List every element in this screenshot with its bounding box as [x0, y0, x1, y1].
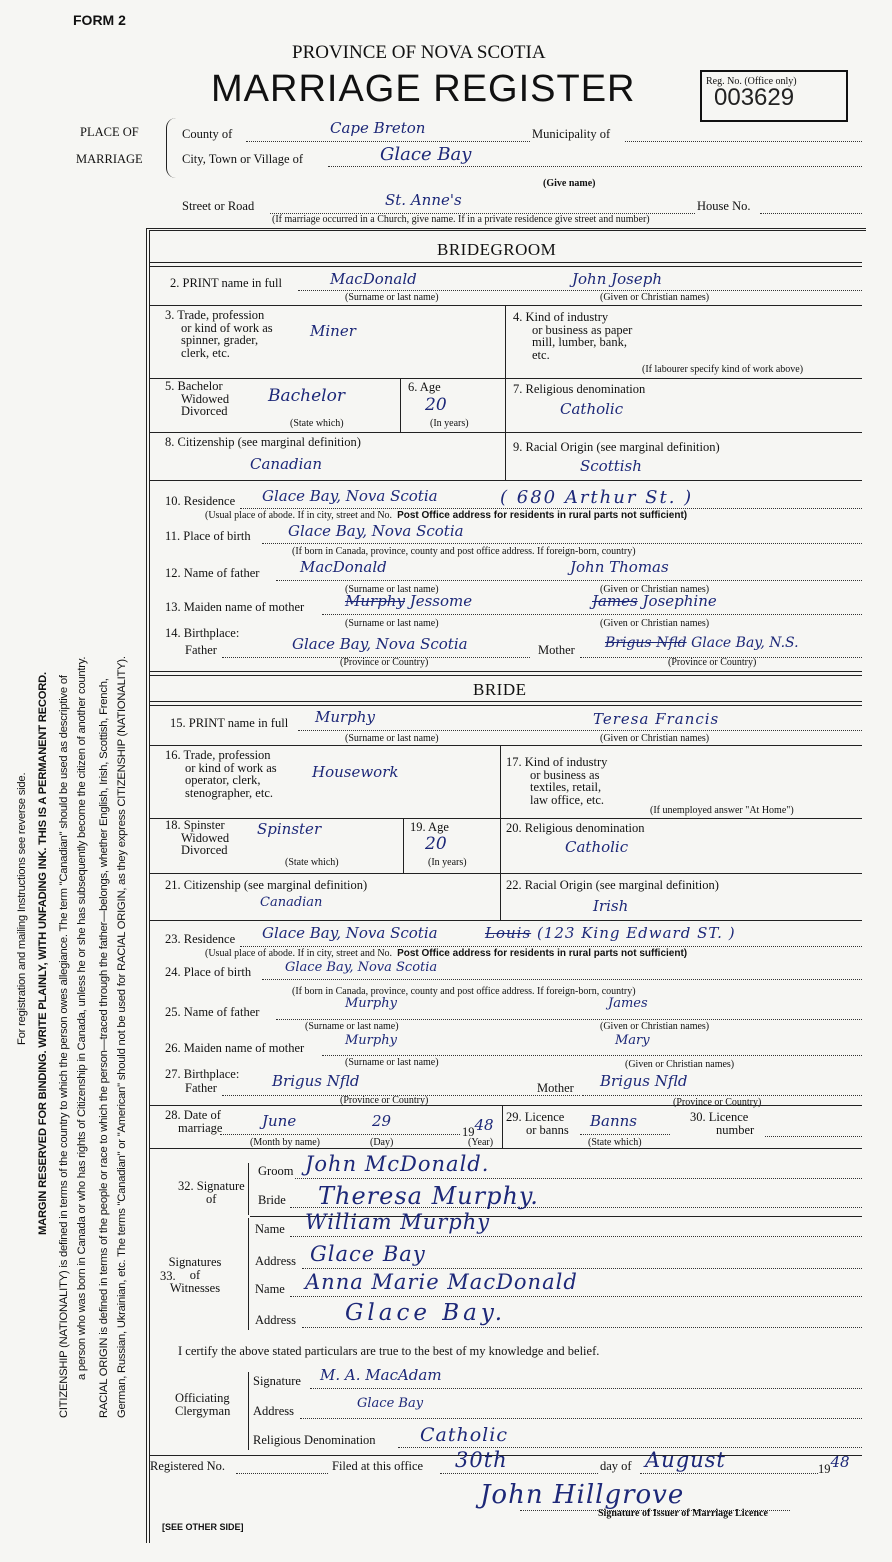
- bride-racial-origin: Irish: [593, 897, 629, 915]
- groom-age: 20: [425, 395, 447, 415]
- house-label: House No.: [697, 199, 751, 213]
- registered-no-line: [236, 1473, 328, 1474]
- corrected-text: Jessome: [409, 592, 473, 610]
- filed-year: [818, 1453, 850, 1477]
- bride-father-label: 25. Name of father: [165, 1005, 260, 1019]
- label-line: or banns: [526, 1123, 569, 1137]
- line: [290, 1236, 862, 1237]
- label-line: or business as paper: [532, 322, 633, 337]
- father-label: Father: [185, 643, 217, 657]
- residence-note: [205, 510, 687, 521]
- year-prefix: 19: [818, 1462, 831, 1476]
- divider: [150, 873, 862, 874]
- witness1-name-label: Name: [255, 1222, 285, 1236]
- county-line: [246, 141, 530, 142]
- margin-note-1: For registration and mailing Instructions see reverse side.: [16, 772, 28, 1045]
- bride-racial-label: 22. Racial Origin (see marginal definition): [506, 878, 719, 892]
- mother-label: Mother: [538, 643, 575, 657]
- label-line: clerk, etc.: [181, 345, 230, 360]
- divider: [150, 432, 862, 433]
- given-note: (Given or Christian names): [625, 1059, 735, 1070]
- groom-name-label: 2. PRINT name in full: [170, 276, 282, 290]
- label-line: 29. Licence: [506, 1110, 565, 1124]
- given-note: (Given or Christian names): [600, 618, 710, 629]
- bride-surname: Murphy: [315, 708, 375, 726]
- label-line: etc.: [532, 347, 550, 362]
- see-other-side: [SEE OTHER SIDE]: [162, 1522, 244, 1532]
- house-line: [760, 213, 862, 214]
- province-note: (Province or Country): [340, 657, 429, 668]
- struck-text: Louis: [485, 924, 532, 942]
- label-line: 28. Date of: [165, 1108, 221, 1122]
- county-value: Cape Breton: [330, 119, 426, 137]
- label-line: or kind of work as: [181, 320, 273, 335]
- groom-sig-label: Groom: [258, 1164, 294, 1178]
- bride-age: 20: [425, 834, 447, 854]
- label-line: of: [206, 1192, 217, 1206]
- divider: [150, 1148, 862, 1149]
- groom-father-birthplace: Glace Bay, Nova Scotia: [292, 635, 468, 653]
- form-number: FORM 2: [73, 12, 126, 28]
- unemployed-note: (If unemployed answer "At Home"): [650, 805, 794, 816]
- street-value: St. Anne's: [385, 191, 462, 209]
- clergy-signature: M. A. MacAdam: [320, 1366, 442, 1384]
- label-line: 32. Signature: [178, 1179, 245, 1193]
- province-note: (Province or Country): [668, 657, 757, 668]
- reg-number: 003629: [714, 84, 795, 111]
- province-note: (Province or Country): [340, 1095, 429, 1106]
- margin-note-4: a person who was born in Canada or who has rights of Citizenship in Canada, unless he or she has subsequently become the citizen of another country.: [76, 656, 88, 1380]
- place-label-2: MARRIAGE: [76, 152, 143, 166]
- bride-residence-label: 23. Residence: [165, 932, 236, 946]
- bride-birthplace-label: 24. Place of birth: [165, 965, 252, 979]
- groom-mother-label: 13. Maiden name of mother: [165, 600, 305, 614]
- struck-text: Murphy: [345, 592, 405, 610]
- bride-given: Teresa Francis: [593, 710, 720, 728]
- groom-status: Bachelor: [268, 386, 345, 406]
- clergy-address: Glace Bay: [357, 1396, 424, 1411]
- label-line: 18. Spinster: [165, 818, 225, 832]
- line: [276, 1019, 862, 1020]
- label-line: Widowed: [181, 391, 230, 406]
- witness1-address: Glace Bay: [310, 1242, 426, 1266]
- label-line: Widowed: [181, 830, 230, 845]
- bride-mother-given: Mary: [615, 1033, 650, 1048]
- bride-status: Spinster: [257, 820, 322, 838]
- note-bold: Post Office address for residents in rural parts not sufficient): [397, 510, 688, 521]
- surname-note: (Surname or last name): [345, 292, 439, 303]
- line: [290, 1296, 862, 1297]
- groom-religion-label: 7. Religious denomination: [513, 382, 646, 396]
- line: [582, 1095, 862, 1096]
- bride-father-birthplace: Brigus Nfld: [272, 1072, 360, 1090]
- groom-racial-origin: Scottish: [580, 457, 642, 475]
- bride-birthplace-parents-label: 27. Birthplace:: [165, 1067, 240, 1081]
- bride-industry-label: [506, 756, 607, 806]
- label-line: Witnesses: [169, 1281, 221, 1295]
- label-line: 3. Trade, profession: [165, 308, 265, 322]
- label-line: or business as: [530, 767, 600, 782]
- bride-sig-label: Bride: [258, 1193, 286, 1207]
- day-of-label: day of: [600, 1459, 632, 1473]
- groom-birthplace-parents-label: 14. Birthplace:: [165, 626, 240, 640]
- groom-citizenship: Canadian: [250, 455, 323, 473]
- groom-religion: Catholic: [560, 400, 624, 418]
- bride-father-surname: Murphy: [345, 996, 397, 1011]
- clergy-denomination: Catholic: [420, 1424, 508, 1446]
- label-line: law office, etc.: [530, 792, 605, 807]
- issuer-signature: John Hillgrove: [480, 1480, 685, 1510]
- day-note: (Day): [370, 1137, 394, 1148]
- label-line: 17. Kind of industry: [506, 755, 608, 769]
- bride-trade-label: [165, 749, 277, 799]
- groom-name-line: [298, 290, 862, 291]
- corrected-text: (123 King Edward ST. ): [536, 924, 736, 942]
- margin-note-3: CITIZENSHIP (NATIONALITY) is defined in terms of the country to which the person owes allegiance. The term "Canadian" should be used as descriptive of: [58, 675, 70, 1418]
- licence-number-label: [690, 1111, 754, 1137]
- year-note: (Year): [468, 1137, 494, 1148]
- line: [240, 508, 862, 509]
- bride-heading: BRIDE: [473, 680, 527, 699]
- denomination-label: Religious Denomination: [253, 1433, 376, 1447]
- groom-residence-address: ( 680 Arthur St. ): [500, 487, 694, 508]
- municipality-line: [625, 141, 862, 142]
- clergy-address-label: Address: [253, 1404, 294, 1418]
- clergy-label: [175, 1392, 230, 1418]
- witnesses-number: 33.: [160, 1269, 176, 1283]
- groom-birthplace: Glace Bay, Nova Scotia: [288, 522, 464, 540]
- divider: [150, 305, 862, 306]
- label-line: of: [189, 1268, 201, 1282]
- bride-residence: Glace Bay, Nova Scotia: [262, 924, 438, 942]
- margin-note-5: RACIAL ORIGIN is defined in terms of the people or race to which the person—traced through the father—belongs, whether English, Irish, Scottish, French,: [98, 678, 110, 1418]
- divider: [150, 262, 862, 267]
- reg-number-box: [700, 70, 848, 122]
- corrected-text: Josephine: [642, 592, 717, 610]
- marriage-date-label: [165, 1109, 222, 1135]
- margin-note-2: MARGIN RESERVED FOR BINDING. WRITE PLAINLY, WITH UNFADING INK. THIS IS A PERMANENT RECORD.: [37, 672, 49, 1235]
- bride-father-given: James: [608, 996, 648, 1011]
- divider: [505, 378, 506, 480]
- witness2-address: Glace Bay.: [345, 1300, 507, 1326]
- registered-no-label: Registered No.: [150, 1459, 225, 1473]
- line: [300, 1418, 862, 1419]
- line: [240, 946, 862, 947]
- groom-father-surname: MacDonald: [300, 558, 387, 576]
- label-line: or kind of work as: [185, 760, 277, 775]
- groom-trade: Miner: [310, 322, 356, 340]
- age-note: (In years): [428, 857, 467, 868]
- groom-citizenship-label: 8. Citizenship (see marginal definition): [165, 435, 361, 449]
- residence-note: [205, 948, 687, 959]
- marriage-month: June: [262, 1112, 297, 1130]
- label-line: Officiating: [175, 1391, 230, 1405]
- note-text: (Usual place of abode. If in city, street and No.: [205, 510, 393, 521]
- bride-name-label: 15. PRINT name in full: [170, 716, 289, 730]
- groom-father-label: 12. Name of father: [165, 566, 260, 580]
- bridegroom-heading: BRIDEGROOM: [437, 240, 557, 259]
- month-note: (Month by name): [250, 1137, 320, 1148]
- line: [640, 1473, 818, 1474]
- filed-month: August: [645, 1448, 726, 1472]
- line: [276, 580, 862, 581]
- divider: [505, 305, 506, 378]
- witness1-name: William Murphy: [305, 1210, 491, 1234]
- groom-signature: John McDonald.: [305, 1152, 490, 1176]
- groom-father-given: John Thomas: [570, 558, 669, 576]
- bride-citizenship-label: 21. Citizenship (see marginal definition): [165, 878, 368, 892]
- issuer-label: Signature of Issuer of Marriage Licence: [598, 1508, 768, 1519]
- surname-note: (Surname or last name): [305, 1021, 399, 1032]
- groom-mother-surname: [345, 592, 472, 610]
- licence-banns-label: [506, 1111, 569, 1137]
- label-line: 5. Bachelor: [165, 379, 223, 393]
- bride-religion: Catholic: [565, 838, 629, 856]
- given-note: (Given or Christian names): [600, 733, 710, 744]
- groom-status-label: [165, 380, 229, 418]
- divider: [500, 818, 501, 920]
- line: [302, 1327, 862, 1328]
- street-label: Street or Road: [182, 199, 255, 213]
- groom-residence-label: 10. Residence: [165, 494, 236, 508]
- groom-mother-given: [592, 592, 717, 610]
- label-line: mill, lumber, bank,: [532, 335, 627, 349]
- label-line: Divorced: [181, 404, 228, 418]
- note-bold: Post Office address for residents in rural parts not sufficient): [397, 948, 688, 959]
- county-label: County of: [182, 127, 233, 141]
- witness2-name: Anna Marie MacDonald: [305, 1270, 578, 1294]
- groom-birthplace-label: 11. Place of birth: [165, 529, 251, 543]
- label-line: operator, clerk,: [185, 773, 261, 787]
- year-value: 48: [830, 1453, 850, 1471]
- line: [322, 614, 862, 615]
- divider: [150, 1105, 862, 1106]
- divider: [150, 920, 862, 921]
- divider: [150, 701, 862, 706]
- bride-mother-label: 26. Maiden name of mother: [165, 1041, 305, 1055]
- municipality-label: Municipality of: [532, 127, 611, 141]
- bride-age-label: 19. Age: [410, 820, 449, 834]
- groom-age-label: 6. Age: [408, 380, 441, 394]
- street-note: (If marriage occurred in a Church, give name. If in a private residence give street and number): [272, 214, 650, 225]
- groom-given: John Joseph: [572, 270, 663, 288]
- year-prefix: 19: [462, 1125, 475, 1139]
- city-label: City, Town or Village of: [182, 152, 304, 166]
- line: [295, 1178, 862, 1179]
- divider: [403, 818, 404, 873]
- year-value: 48: [474, 1116, 494, 1134]
- bride-religion-label: 20. Religious denomination: [506, 821, 645, 835]
- groom-racial-label: 9. Racial Origin (see marginal definition): [513, 440, 720, 454]
- label-line: Clergyman: [175, 1404, 231, 1418]
- bracket: [248, 1163, 257, 1215]
- given-note: (Given or Christian names): [600, 584, 710, 595]
- line: [310, 1388, 862, 1389]
- label-line: stenographer, etc.: [185, 785, 274, 800]
- line: [298, 730, 862, 731]
- label-line: 4. Kind of industry: [513, 310, 609, 324]
- label-line: textiles, retail,: [530, 780, 602, 794]
- line: [262, 543, 862, 544]
- groom-trade-label: [165, 309, 273, 359]
- label-line: marriage: [178, 1121, 223, 1135]
- given-note: (Given or Christian names): [600, 292, 710, 303]
- line: [302, 1268, 862, 1269]
- bride-signature: Theresa Murphy.: [318, 1182, 539, 1210]
- corrected-text: Glace Bay, N.S.: [691, 635, 799, 651]
- status-note: (State which): [290, 418, 344, 429]
- signature-of-label: [178, 1180, 245, 1206]
- page-title: MARRIAGE REGISTER: [211, 68, 636, 110]
- city-note: (Give name): [543, 178, 596, 189]
- line: [322, 1055, 862, 1056]
- witness2-address-label: Address: [255, 1313, 296, 1327]
- place-brace: [166, 118, 177, 178]
- bride-citizenship: Canadian: [260, 895, 323, 910]
- surname-note: (Surname or last name): [345, 584, 439, 595]
- filed-day: 30th: [455, 1448, 508, 1472]
- birth-note: (If born in Canada, province, county and post office address. If foreign-born, country): [292, 986, 636, 997]
- province-heading: PROVINCE OF NOVA SCOTIA: [292, 42, 546, 63]
- city-line: [328, 166, 862, 167]
- groom-mother-birthplace: [605, 635, 799, 651]
- divider: [502, 1105, 503, 1148]
- note-text: (Usual place of abode. If in city, street and No.: [205, 948, 393, 959]
- reg-box-label: Reg. No. (Office only): [706, 76, 797, 87]
- state-which-note: (State which): [588, 1137, 642, 1148]
- clergy-signature-label: Signature: [253, 1374, 301, 1388]
- divider: [150, 745, 862, 746]
- struck-text: James: [592, 592, 638, 610]
- certification-statement: I certify the above stated particulars are true to the best of my knowledge and belief.: [178, 1344, 600, 1358]
- surname-note: (Surname or last name): [345, 1057, 439, 1068]
- place-label-1: PLACE OF: [80, 125, 139, 139]
- label-line: Divorced: [181, 843, 228, 857]
- divider: [150, 671, 862, 676]
- province-note: (Province or Country): [673, 1097, 762, 1108]
- groom-residence: Glace Bay, Nova Scotia: [262, 487, 438, 505]
- label-line: 16. Trade, profession: [165, 748, 271, 762]
- marriage-day: 29: [372, 1112, 392, 1130]
- groom-industry-label: [513, 311, 632, 361]
- birth-note: (If born in Canada, province, county and post office address. If foreign-born, country): [292, 546, 636, 557]
- margin-note-6: German, Russian, Ukrainian, etc. The terms "Canadian" or "American" should not be used for RACIAL ORIGIN, as they express CITIZENSHIP (NATIONALITY).: [116, 656, 128, 1418]
- filed-label: Filed at this office: [332, 1459, 424, 1473]
- licence-number-line: [765, 1136, 862, 1137]
- bride-status-label: [165, 819, 229, 857]
- line: [440, 1473, 598, 1474]
- given-note: (Given or Christian names): [600, 1021, 710, 1032]
- divider: [150, 480, 862, 481]
- divider: [400, 378, 401, 432]
- witness2-name-label: Name: [255, 1282, 285, 1296]
- bride-residence-address: [485, 924, 736, 942]
- label-line: number: [716, 1123, 755, 1137]
- witness1-address-label: Address: [255, 1254, 296, 1268]
- licence-or-banns: Banns: [590, 1112, 637, 1130]
- bride-mother-birthplace: Brigus Nfld: [600, 1072, 688, 1090]
- label-line: 30. Licence: [690, 1110, 749, 1124]
- surname-note: (Surname or last name): [345, 733, 439, 744]
- label-line: spinner, grader,: [181, 333, 259, 347]
- industry-note: (If labourer specify kind of work above): [642, 364, 804, 375]
- divider: [150, 378, 862, 379]
- groom-surname: MacDonald: [330, 270, 417, 288]
- struck-text: Brigus Nfld: [605, 635, 687, 651]
- label-line: Signatures: [168, 1255, 222, 1269]
- divider: [150, 818, 862, 819]
- bride-trade: Housework: [312, 763, 399, 781]
- mother-label: Mother: [537, 1081, 574, 1095]
- line: [220, 1134, 460, 1135]
- divider: [500, 745, 501, 818]
- surname-note: (Surname or last name): [345, 618, 439, 629]
- status-note: (State which): [285, 857, 339, 868]
- bride-mother-surname: Murphy: [345, 1033, 397, 1048]
- age-note: (In years): [430, 418, 469, 429]
- father-label: Father: [185, 1081, 217, 1095]
- line: [262, 979, 862, 980]
- city-value: Glace Bay: [380, 144, 472, 165]
- line: [580, 1134, 670, 1135]
- bride-birthplace: Glace Bay, Nova Scotia: [285, 960, 438, 975]
